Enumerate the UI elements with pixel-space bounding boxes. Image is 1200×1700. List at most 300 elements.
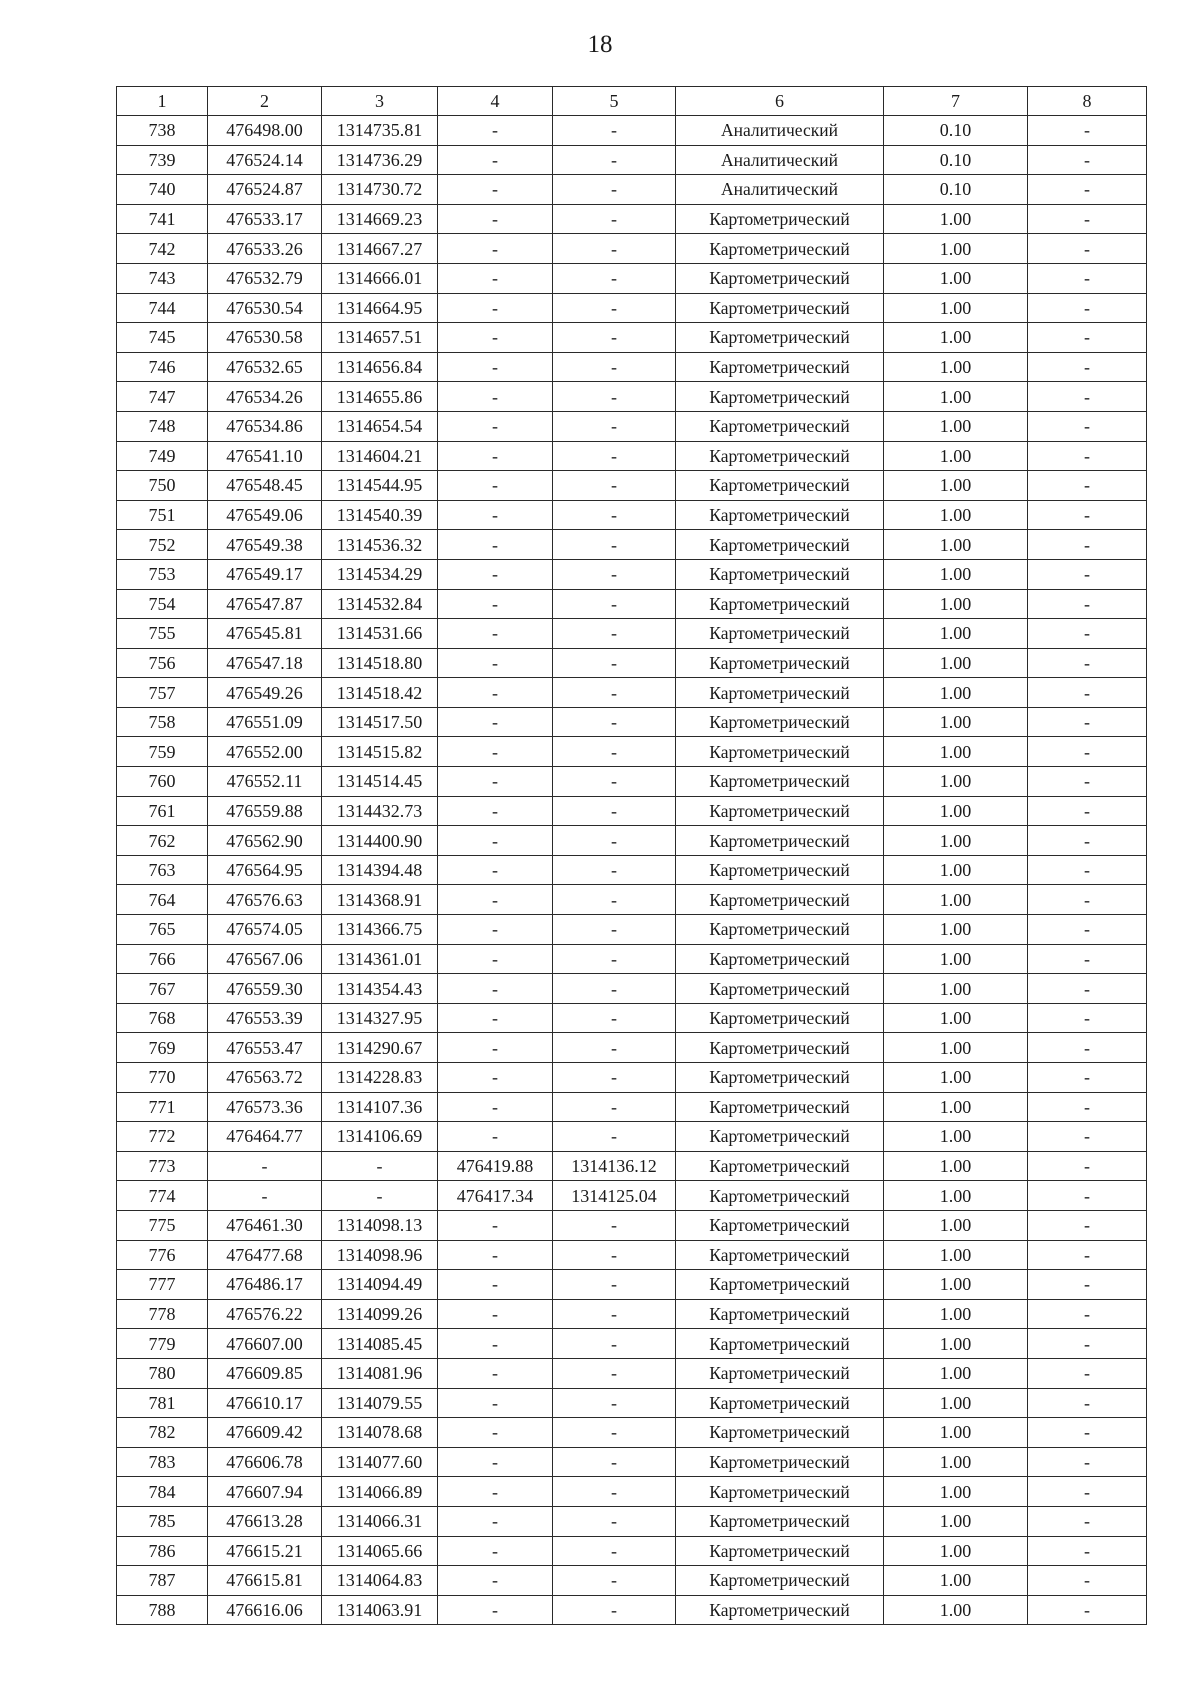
table-row: [117, 1329, 1147, 1359]
table-cell: -: [553, 263, 676, 293]
table-row: [117, 559, 1147, 589]
table-cell: -: [553, 648, 676, 678]
table-cell: 1314730.72: [322, 175, 438, 205]
table-cell: -: [438, 1595, 553, 1625]
table-cell: 1314064.83: [322, 1566, 438, 1596]
table-cell: 476530.54: [208, 293, 322, 323]
table-row: [117, 648, 1147, 678]
table-cell: 476541.10: [208, 441, 322, 471]
table-cell: 476551.09: [208, 707, 322, 737]
table-cell: 739: [117, 145, 208, 175]
table-cell: 1.00: [884, 1122, 1028, 1152]
table-cell: -: [1028, 234, 1147, 264]
table-cell: -: [438, 1122, 553, 1152]
table-cell: 1.00: [884, 382, 1028, 412]
table-cell: 476524.87: [208, 175, 322, 205]
table-cell: 743: [117, 263, 208, 293]
table-cell: -: [553, 441, 676, 471]
table-cell: 0.10: [884, 175, 1028, 205]
table-row: [117, 1003, 1147, 1033]
table-cell: Картометрический: [676, 707, 884, 737]
table-cell: 1314664.95: [322, 293, 438, 323]
table-cell: -: [1028, 559, 1147, 589]
table-cell: Аналитический: [676, 175, 884, 205]
table-cell: 476547.18: [208, 648, 322, 678]
table-row: [117, 1299, 1147, 1329]
table-cell: 1.00: [884, 974, 1028, 1004]
table-header-row: [117, 87, 1147, 116]
table-cell: -: [438, 382, 553, 412]
table-cell: -: [438, 1240, 553, 1270]
table-cell: 476545.81: [208, 619, 322, 649]
table-cell: Картометрический: [676, 1566, 884, 1596]
table-cell: Картометрический: [676, 382, 884, 412]
table-cell: 1314065.66: [322, 1536, 438, 1566]
table-row: [117, 678, 1147, 708]
table-cell: Аналитический: [676, 145, 884, 175]
table-cell: Картометрический: [676, 1329, 884, 1359]
table-cell: -: [1028, 826, 1147, 856]
table-cell: -: [553, 293, 676, 323]
table-cell: -: [438, 796, 553, 826]
table-cell: -: [553, 885, 676, 915]
table-cell: 1314667.27: [322, 234, 438, 264]
table-cell: 755: [117, 619, 208, 649]
table-cell: Картометрический: [676, 737, 884, 767]
table-cell: 1.00: [884, 737, 1028, 767]
table-cell: -: [553, 855, 676, 885]
table-cell: -: [438, 678, 553, 708]
table-row: [117, 204, 1147, 234]
table-cell: 1.00: [884, 707, 1028, 737]
table-cell: -: [438, 1329, 553, 1359]
table-cell: -: [1028, 648, 1147, 678]
table-cell: -: [553, 1506, 676, 1536]
table-cell: -: [438, 411, 553, 441]
table-cell: 1314666.01: [322, 263, 438, 293]
table-cell: -: [438, 1270, 553, 1300]
table-cell: -: [553, 1329, 676, 1359]
table-cell: -: [1028, 707, 1147, 737]
table-cell: 1.00: [884, 648, 1028, 678]
table-cell: 476576.63: [208, 885, 322, 915]
table-cell: -: [1028, 1151, 1147, 1181]
table-cell: -: [438, 1506, 553, 1536]
table-cell: 1314518.80: [322, 648, 438, 678]
table-cell: 1314079.55: [322, 1388, 438, 1418]
table-cell: 788: [117, 1595, 208, 1625]
table-cell: -: [1028, 411, 1147, 441]
table-row: [117, 1506, 1147, 1536]
table-cell: 476573.36: [208, 1092, 322, 1122]
table-cell: -: [553, 678, 676, 708]
table-cell: 1314654.54: [322, 411, 438, 441]
table-cell: Картометрический: [676, 1122, 884, 1152]
table-cell: 476534.26: [208, 382, 322, 412]
table-cell: -: [553, 915, 676, 945]
table-cell: -: [1028, 530, 1147, 560]
table-cell: 766: [117, 944, 208, 974]
table-cell: -: [1028, 500, 1147, 530]
table-cell: Картометрический: [676, 767, 884, 797]
table-cell: 778: [117, 1299, 208, 1329]
table-cell: -: [438, 175, 553, 205]
table-cell: 476553.39: [208, 1003, 322, 1033]
table-cell: Картометрический: [676, 826, 884, 856]
table-cell: 744: [117, 293, 208, 323]
table-cell: -: [553, 1358, 676, 1388]
page-number: 18: [587, 31, 613, 58]
table-cell: Картометрический: [676, 1033, 884, 1063]
table-row: [117, 1358, 1147, 1388]
table-cell: -: [1028, 855, 1147, 885]
table-cell: 1.00: [884, 559, 1028, 589]
table-cell: 1314655.86: [322, 382, 438, 412]
table-cell: Картометрический: [676, 1595, 884, 1625]
table-cell: 476613.28: [208, 1506, 322, 1536]
table-cell: Картометрический: [676, 1270, 884, 1300]
table-cell: -: [438, 737, 553, 767]
table-cell: 781: [117, 1388, 208, 1418]
table-cell: 1.00: [884, 1003, 1028, 1033]
table-cell: 1314669.23: [322, 204, 438, 234]
table-cell: 771: [117, 1092, 208, 1122]
table-cell: 1.00: [884, 619, 1028, 649]
table-cell: 1314544.95: [322, 471, 438, 501]
table-cell: -: [553, 352, 676, 382]
coordinates-table: [116, 86, 1147, 1625]
table-row: [117, 915, 1147, 945]
table-cell: 1.00: [884, 1595, 1028, 1625]
table-cell: 1.00: [884, 767, 1028, 797]
table-cell: -: [1028, 352, 1147, 382]
table-cell: -: [438, 1003, 553, 1033]
table-cell: 1314136.12: [553, 1151, 676, 1181]
table-cell: Картометрический: [676, 234, 884, 264]
table-cell: Картометрический: [676, 411, 884, 441]
table-row: [117, 323, 1147, 353]
table-cell: 476548.45: [208, 471, 322, 501]
table-cell: 1314534.29: [322, 559, 438, 589]
table-cell: Картометрический: [676, 263, 884, 293]
table-cell: 785: [117, 1506, 208, 1536]
table-cell: 1.00: [884, 1299, 1028, 1329]
table-cell: 1.00: [884, 530, 1028, 560]
table-cell: 1314518.42: [322, 678, 438, 708]
table-cell: 758: [117, 707, 208, 737]
table-cell: -: [553, 767, 676, 797]
table-cell: 1.00: [884, 1181, 1028, 1211]
table-cell: 783: [117, 1447, 208, 1477]
table-cell: 1314736.29: [322, 145, 438, 175]
table-cell: 1.00: [884, 1240, 1028, 1270]
table-cell: 1314531.66: [322, 619, 438, 649]
table-row: [117, 767, 1147, 797]
table-cell: 476552.11: [208, 767, 322, 797]
table-row: [117, 1270, 1147, 1300]
table-cell: 1314400.90: [322, 826, 438, 856]
table-cell: 1.00: [884, 1388, 1028, 1418]
table-row: [117, 471, 1147, 501]
table-cell: 1314066.89: [322, 1477, 438, 1507]
table-cell: 1.00: [884, 1210, 1028, 1240]
table-cell: -: [553, 175, 676, 205]
table-cell: 1314657.51: [322, 323, 438, 353]
table-cell: 476549.38: [208, 530, 322, 560]
table-row: [117, 352, 1147, 382]
table-cell: 1.00: [884, 263, 1028, 293]
table-cell: -: [553, 530, 676, 560]
table-row: [117, 1418, 1147, 1448]
table-cell: -: [438, 944, 553, 974]
table-cell: 1314515.82: [322, 737, 438, 767]
table-cell: -: [553, 1240, 676, 1270]
table-row: [117, 1033, 1147, 1063]
table-cell: -: [1028, 471, 1147, 501]
header-cell: 3: [322, 87, 438, 116]
table-cell: 747: [117, 382, 208, 412]
table-cell: -: [553, 974, 676, 1004]
table-cell: 1314098.96: [322, 1240, 438, 1270]
table-cell: -: [553, 1299, 676, 1329]
table-cell: Картометрический: [676, 1388, 884, 1418]
table-cell: -: [1028, 441, 1147, 471]
table-cell: -: [553, 1388, 676, 1418]
table-cell: Аналитический: [676, 116, 884, 146]
table-cell: -: [553, 1033, 676, 1063]
table-cell: 476464.77: [208, 1122, 322, 1152]
table-cell: 1.00: [884, 1092, 1028, 1122]
table-cell: 1.00: [884, 1447, 1028, 1477]
table-cell: Картометрический: [676, 1003, 884, 1033]
table-cell: 1314532.84: [322, 589, 438, 619]
table-cell: Картометрический: [676, 678, 884, 708]
table-row: [117, 707, 1147, 737]
table-cell: 1.00: [884, 678, 1028, 708]
table-cell: -: [553, 411, 676, 441]
table-cell: 476610.17: [208, 1388, 322, 1418]
table-cell: 476486.17: [208, 1270, 322, 1300]
table-cell: Картометрический: [676, 530, 884, 560]
table-cell: Картометрический: [676, 293, 884, 323]
table-cell: -: [1028, 1240, 1147, 1270]
table-cell: -: [553, 1092, 676, 1122]
table-row: [117, 1595, 1147, 1625]
table-cell: 1314394.48: [322, 855, 438, 885]
table-cell: 1.00: [884, 1063, 1028, 1093]
table-cell: -: [553, 589, 676, 619]
table-cell: -: [553, 707, 676, 737]
table-cell: 1.00: [884, 1536, 1028, 1566]
table-cell: 748: [117, 411, 208, 441]
table-cell: -: [553, 1595, 676, 1625]
table-cell: 1.00: [884, 1566, 1028, 1596]
table-cell: 768: [117, 1003, 208, 1033]
table-cell: Картометрический: [676, 648, 884, 678]
table-cell: 476498.00: [208, 116, 322, 146]
table-cell: -: [1028, 204, 1147, 234]
table-cell: 1.00: [884, 293, 1028, 323]
table-cell: 774: [117, 1181, 208, 1211]
table-cell: 1314063.91: [322, 1595, 438, 1625]
table-cell: -: [438, 293, 553, 323]
table-cell: 476567.06: [208, 944, 322, 974]
table-cell: 1.00: [884, 352, 1028, 382]
table-cell: Картометрический: [676, 885, 884, 915]
table-cell: 1314107.36: [322, 1092, 438, 1122]
table-cell: -: [438, 1388, 553, 1418]
table-cell: Картометрический: [676, 1240, 884, 1270]
table-cell: -: [438, 559, 553, 589]
table-row: [117, 1447, 1147, 1477]
table-cell: 740: [117, 175, 208, 205]
table-cell: 1314085.45: [322, 1329, 438, 1359]
table-cell: -: [438, 204, 553, 234]
table-row: [117, 885, 1147, 915]
table-cell: Картометрический: [676, 1358, 884, 1388]
table-cell: -: [553, 1122, 676, 1152]
table-cell: -: [1028, 974, 1147, 1004]
header-cell: 4: [438, 87, 553, 116]
table-cell: 786: [117, 1536, 208, 1566]
table-cell: -: [208, 1181, 322, 1211]
table-row: [117, 826, 1147, 856]
table-cell: 770: [117, 1063, 208, 1093]
table-cell: 1.00: [884, 1033, 1028, 1063]
table-row: [117, 263, 1147, 293]
table-cell: Картометрический: [676, 1151, 884, 1181]
table-cell: 476549.06: [208, 500, 322, 530]
table-cell: Картометрический: [676, 1477, 884, 1507]
table-row: [117, 382, 1147, 412]
table-cell: -: [438, 1033, 553, 1063]
table-cell: 476615.81: [208, 1566, 322, 1596]
table-cell: 1314432.73: [322, 796, 438, 826]
table-cell: Картометрический: [676, 619, 884, 649]
table-cell: 1.00: [884, 500, 1028, 530]
table-cell: 1.00: [884, 471, 1028, 501]
table-row: [117, 619, 1147, 649]
table-cell: -: [208, 1151, 322, 1181]
table-cell: Картометрический: [676, 500, 884, 530]
table-row: [117, 1151, 1147, 1181]
table-cell: 476559.88: [208, 796, 322, 826]
table-cell: -: [1028, 1536, 1147, 1566]
table-cell: Картометрический: [676, 204, 884, 234]
table-cell: Картометрический: [676, 974, 884, 1004]
table-cell: -: [438, 530, 553, 560]
table-cell: Картометрический: [676, 1063, 884, 1093]
table-row: [117, 411, 1147, 441]
table-cell: -: [553, 619, 676, 649]
table-cell: -: [1028, 1270, 1147, 1300]
table-cell: 476549.26: [208, 678, 322, 708]
table-cell: 1314368.91: [322, 885, 438, 915]
table-row: [117, 1122, 1147, 1152]
table-cell: 1.00: [884, 1477, 1028, 1507]
table-cell: -: [438, 1092, 553, 1122]
table-cell: 1.00: [884, 234, 1028, 264]
table-cell: 750: [117, 471, 208, 501]
table-cell: -: [438, 1566, 553, 1596]
table-cell: -: [438, 263, 553, 293]
table-cell: 476549.17: [208, 559, 322, 589]
table-cell: Картометрический: [676, 1506, 884, 1536]
table-row: [117, 530, 1147, 560]
table-cell: 780: [117, 1358, 208, 1388]
table-cell: -: [553, 737, 676, 767]
table-cell: -: [1028, 1033, 1147, 1063]
table-cell: Картометрический: [676, 1536, 884, 1566]
table-cell: -: [1028, 1210, 1147, 1240]
table-row: [117, 1240, 1147, 1270]
table-cell: -: [1028, 1506, 1147, 1536]
table-cell: 765: [117, 915, 208, 945]
table-cell: -: [1028, 1122, 1147, 1152]
table-cell: 476477.68: [208, 1240, 322, 1270]
table-cell: 1.00: [884, 826, 1028, 856]
table-cell: -: [1028, 145, 1147, 175]
table-cell: Картометрический: [676, 855, 884, 885]
table-cell: -: [553, 1447, 676, 1477]
table-cell: -: [553, 1063, 676, 1093]
table-cell: -: [1028, 1388, 1147, 1418]
table-cell: 1.00: [884, 796, 1028, 826]
table-row: [117, 1536, 1147, 1566]
table-cell: 1314354.43: [322, 974, 438, 1004]
table-cell: -: [1028, 915, 1147, 945]
table-cell: -: [438, 1299, 553, 1329]
table-cell: 1.00: [884, 1270, 1028, 1300]
table-cell: 476547.87: [208, 589, 322, 619]
table-cell: 476607.00: [208, 1329, 322, 1359]
table-cell: -: [438, 648, 553, 678]
table-cell: -: [1028, 678, 1147, 708]
table-row: [117, 1477, 1147, 1507]
table-cell: -: [553, 1003, 676, 1033]
table-cell: -: [438, 1477, 553, 1507]
table-cell: Картометрический: [676, 471, 884, 501]
table-cell: 476616.06: [208, 1595, 322, 1625]
table-cell: Картометрический: [676, 944, 884, 974]
table-cell: 476533.26: [208, 234, 322, 264]
table-cell: -: [553, 1536, 676, 1566]
table-cell: Картометрический: [676, 441, 884, 471]
table-cell: Картометрический: [676, 559, 884, 589]
table-cell: 1314290.67: [322, 1033, 438, 1063]
table-cell: 1.00: [884, 441, 1028, 471]
table-cell: -: [438, 885, 553, 915]
table-cell: 1314735.81: [322, 116, 438, 146]
table-cell: 1314656.84: [322, 352, 438, 382]
table-row: [117, 974, 1147, 1004]
table-cell: -: [322, 1151, 438, 1181]
table-cell: 476576.22: [208, 1299, 322, 1329]
table-cell: 1314125.04: [553, 1181, 676, 1211]
table-cell: -: [1028, 1477, 1147, 1507]
table-cell: 1314094.49: [322, 1270, 438, 1300]
header-cell: 6: [676, 87, 884, 116]
table-cell: 1314540.39: [322, 500, 438, 530]
table-cell: -: [553, 1477, 676, 1507]
table-cell: -: [553, 1566, 676, 1596]
header-cell: 7: [884, 87, 1028, 116]
table-row: [117, 175, 1147, 205]
table-cell: -: [553, 559, 676, 589]
table-cell: 761: [117, 796, 208, 826]
table-cell: -: [438, 915, 553, 945]
table-cell: 1.00: [884, 204, 1028, 234]
